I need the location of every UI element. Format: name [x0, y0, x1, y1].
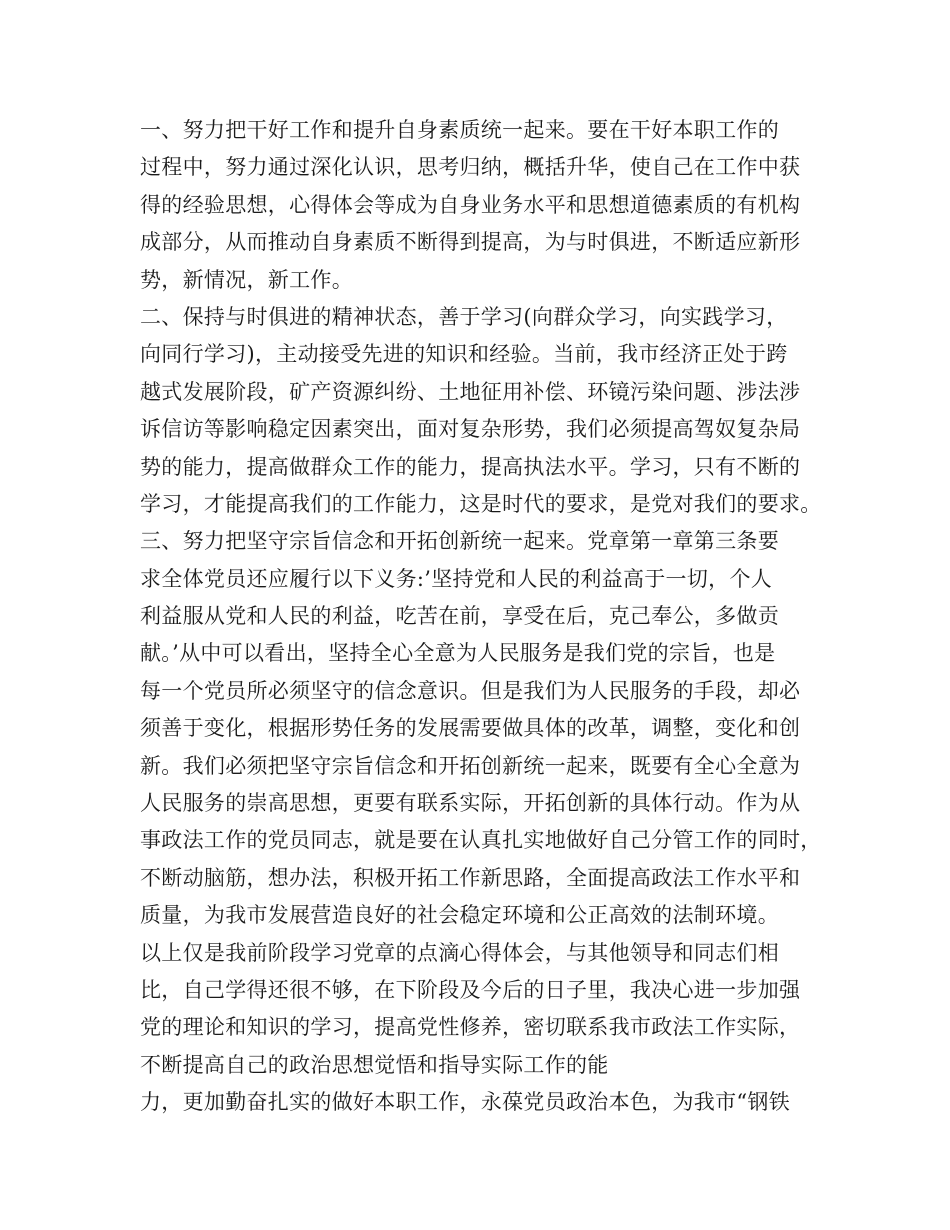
text-line: 三、努力把坚守宗旨信念和开拓创新统一起来。党章第一章第三条要 — [140, 529, 779, 554]
text-line: 势，新情况，新工作。 — [140, 267, 353, 292]
text-line: 过程中，努力通过深化认识，思考归纳，概括升华，使自己在工作中获 — [140, 155, 801, 180]
document-body — [140, 112, 830, 1122]
text-line: 得的经验思想，心得体会等成为自身业务水平和思想道德素质的有机构 — [140, 192, 801, 217]
text-line: 成部分，从而推动自身素质不断得到提高，为与时俱进，不断适应新形 — [140, 230, 801, 255]
text-line: 求全体党员还应履行以下义务:’坚持党和人民的利益高于一切，个人 — [140, 566, 773, 591]
text-line: 事政法工作的党员同志，就是要在认真扎实地做好自己分管工作的同时， — [140, 828, 822, 853]
text-line: 二、保持与时俱进的精神状态，善于学习(向群众学习，向实践学习， — [140, 304, 788, 329]
text-line: 学习，才能提高我们的工作能力，这是时代的要求，是党对我们的要求。 — [140, 491, 822, 516]
text-line: 献。’从中可以看出，坚持全心全意为人民服务是我们党的宗旨，也是 — [140, 641, 776, 666]
text-line: 利益服从党和人民的利益，吃苦在前，享受在后，克己奉公，多做贡 — [140, 604, 779, 629]
text-line: 一、努力把干好工作和提升自身素质统一起来。要在干好本职工作的 — [140, 118, 779, 142]
text-line: 以上仅是我前阶段学习党章的点滴心得体会，与其他领导和同志们相 — [140, 940, 779, 965]
text-line: 不断提高自己的政治思想觉悟和指导实际工作的能 — [140, 1052, 609, 1077]
text-line: 越式发展阶段，矿产资源纠纷、土地征用补偿、环镜污染问题、涉法涉 — [140, 379, 801, 404]
text-line: 须善于变化，根据形势任务的发展需要做具体的改革，调整，变化和创 — [140, 716, 801, 741]
text-line: 力，更加勤奋扎实的做好本职工作，永葆党员政治本色，为我市“钢铁 — [140, 1090, 791, 1115]
text-line: 势的能力，提高做群众工作的能力，提高执法水平。学习，只有不断的 — [140, 454, 801, 479]
text-line: 党的理论和知识的学习，提高党性修养，密切联系我市政法工作实际， — [140, 1015, 801, 1040]
text-line: 新。我们必须把坚守宗旨信念和开拓创新统一起来，既要有全心全意为 — [140, 753, 801, 778]
text-line: 比，自己学得还很不够，在下阶段及今后的日子里，我决心进一步加强 — [140, 977, 801, 1002]
text-line: 人民服务的崇高思想，更要有联系实际，开拓创新的具体行动。作为从 — [140, 791, 801, 816]
text-line: 诉信访等影响稳定因素突出，面对复杂形势，我们必须提高驾奴复杂局 — [140, 417, 801, 442]
text-line: 不断动脑筋，想办法，积极开拓工作新思路，全面提高政法工作水平和 — [140, 865, 801, 890]
text-line: 每一个党员所必须坚守的信念意识。但是我们为人民服务的手段，却必 — [140, 678, 801, 703]
text-line: 质量，为我市发展营造良好的社会稳定环境和公正高效的法制环境。 — [140, 903, 779, 928]
text-line: 向同行学习)，主动接受先进的知识和经验。当前，我市经济正处于跨 — [140, 342, 788, 367]
